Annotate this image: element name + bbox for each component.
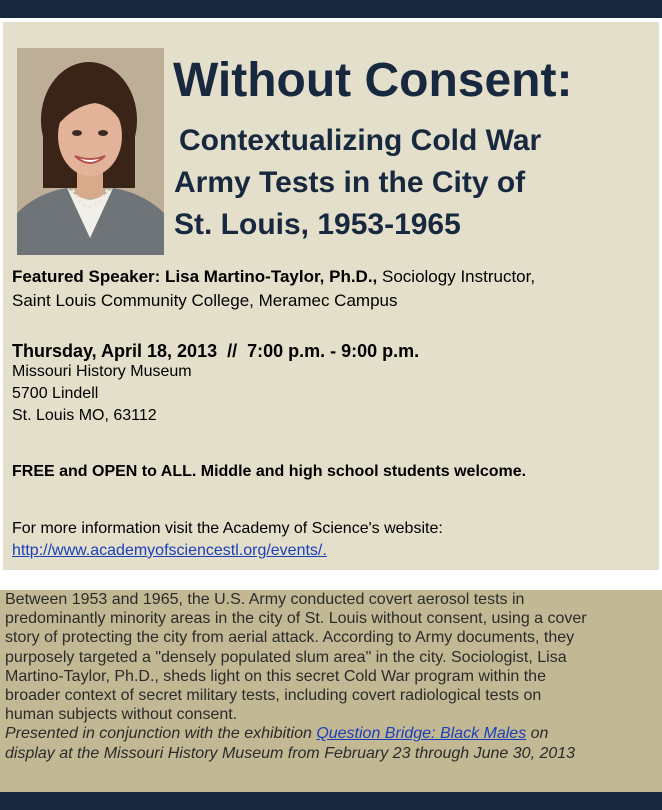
subtitle-line-2: Army Tests in the City of: [174, 166, 526, 199]
speaker-role: Sociology Instructor,: [377, 267, 536, 286]
venue-street: 5700 Lindell: [12, 385, 99, 402]
description-line: broader context of secret military tests, including covert radiological tests on: [5, 687, 542, 705]
admission-rest: Middle and high school students welcome.: [196, 463, 527, 480]
subtitle-line-3: St. Louis, 1953-1965: [174, 208, 461, 241]
admission-open: OPEN to ALL.: [92, 463, 197, 480]
description-line: human subjects without consent.: [5, 706, 238, 724]
admission-free: FREE: [12, 463, 55, 480]
event-datetime: Thursday, April 18, 2013 // 7:00 p.m. - 9:00 p.m.: [12, 341, 420, 361]
speaker-affiliation: Saint Louis Community College, Meramec Campus: [12, 291, 398, 310]
academy-website-link[interactable]: http://www.academyofsciencestl.org/events/.: [12, 542, 327, 559]
venue-name: Missouri History Museum: [12, 363, 192, 380]
presented-suffix: on: [526, 725, 549, 743]
description-text: [5, 590, 655, 763]
speaker-name: Featured Speaker: Lisa Martino-Taylor, Ph.D.,: [12, 267, 378, 286]
speaker-portrait-illustration: [17, 48, 164, 255]
admission-line: [12, 460, 526, 484]
speaker-photo: [17, 48, 164, 255]
exhibition-link[interactable]: Question Bridge: Black Males: [316, 725, 527, 743]
venue-city: St. Louis MO, 63112: [12, 407, 157, 424]
subtitle-line-1: Contextualizing Cold War: [179, 124, 542, 157]
presented-prefix: Presented in conjunction with the exhibition: [5, 725, 317, 743]
description-line: Martino-Taylor, Ph.D., sheds light on this secret Cold War program within the: [5, 667, 546, 685]
top-banner-bar: [0, 0, 662, 18]
description-line: Between 1953 and 1965, the U.S. Army conducted covert aerosol tests in: [5, 591, 525, 608]
description-line: story of protecting the city from aerial attack. According to Army documents, they: [5, 629, 575, 647]
presented-line: [5, 724, 655, 743]
event-subtitle: [174, 120, 644, 246]
description-line: predominantly minority areas in the city of St. Louis without consent, using a cover: [5, 610, 587, 628]
description-line: purposely targeted a "densely populated slum area" in the city. Sociologist, Lisa: [5, 648, 567, 666]
more-info-label: For more information visit the Academy of Science's website:: [12, 520, 443, 537]
admission-and: and: [54, 463, 93, 480]
bottom-banner-bar: [0, 792, 662, 810]
display-dates-line: display at the Missouri History Museum from February 23 through June 30, 2013: [5, 744, 576, 762]
event-title: Without Consent:: [173, 54, 573, 107]
speaker-line: [12, 265, 535, 289]
